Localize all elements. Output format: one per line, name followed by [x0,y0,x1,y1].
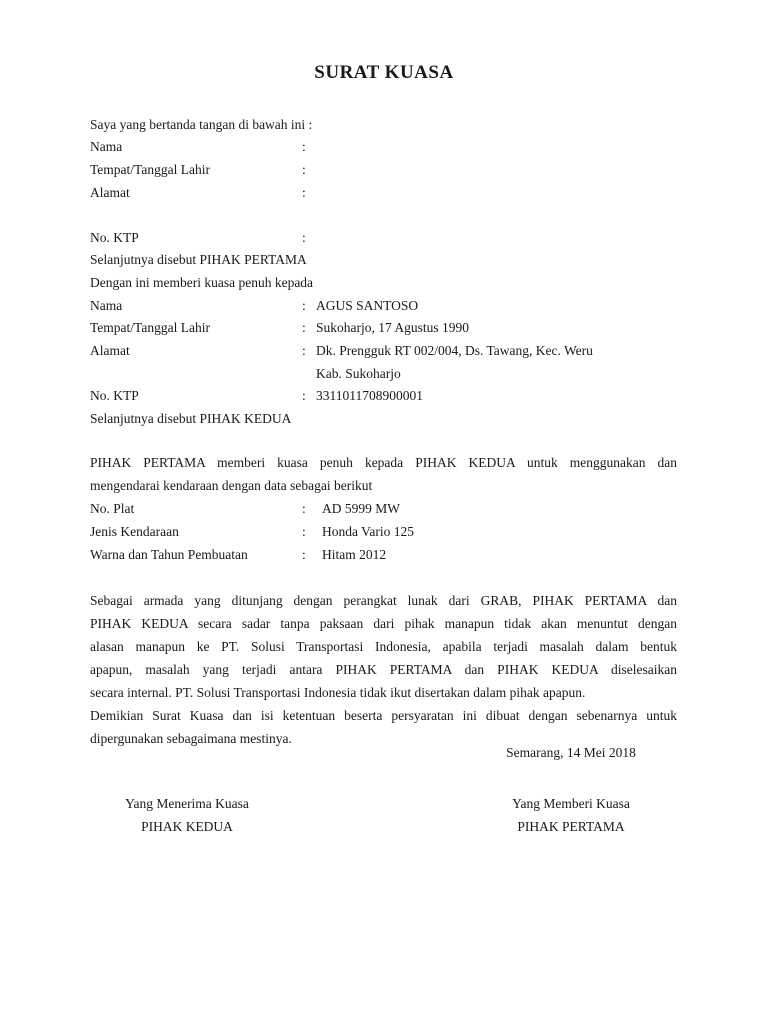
field-label: Tempat/Tanggal Lahir [90,162,210,177]
vehicle-paragraph [90,451,677,497]
left-signer-role: Yang Menerima Kuasa [125,796,249,811]
field-value: Honda Vario 125 [322,524,414,539]
field-label: Nama [90,298,123,313]
field-colon: : [302,162,306,177]
left-signer-party: PIHAK KEDUA [141,819,233,834]
pihak-kedua-closing: Selanjutnya disebut PIHAK KEDUA [90,411,292,426]
field-label: No. KTP [90,388,139,403]
paragraph-line: alasan manapun ke PT. Solusi Transportasi Indonesia, apabila terjadi masalah dalam bentuk [90,639,677,654]
pihak-kedua-nama-row [90,297,680,315]
paragraph-line: dipergunakan sebagaimana mestinya. [90,731,292,746]
pihak-kedua-ttl-row [90,319,680,337]
field-label: Jenis Kendaraan [90,524,179,539]
terms-paragraph [90,589,677,750]
vehicle-jenis-row [90,523,680,541]
field-colon: : [302,388,306,403]
field-colon: : [302,230,306,245]
paragraph-line: secara internal. PT. Solusi Transportasi Indonesia tidak ikut disertakan dalam pihak apapun. [90,685,586,700]
pihak-pertama-alamat-row [90,184,680,202]
field-value: 3311011708900001 [316,388,423,403]
page-title: SURAT KUASA [314,62,454,83]
paragraph-line: Demikian Surat Kuasa dan isi ketentuan beserta persyaratan ini dibuat dengan sebenarnya untuk [90,708,677,723]
field-colon: : [302,343,306,358]
paragraph-line: mengendarai kendaraan dengan data sebagai berikut [90,478,373,493]
field-label: Alamat [90,185,130,200]
field-value: Kab. Sukoharjo [316,366,401,381]
field-colon: : [302,298,306,313]
transition-text: Dengan ini memberi kuasa penuh kepada [90,275,314,290]
field-label: No. KTP [90,230,139,245]
paragraph-line: PIHAK PERTAMA memberi kuasa penuh kepada PIHAK KEDUA untuk menggunakan dan [90,455,677,470]
field-value: AD 5999 MW [322,501,400,516]
pihak-pertama-nama-row [90,138,680,156]
pihak-kedua-alamat-row-2 [90,365,680,383]
pihak-pertama-ttl-row [90,161,680,179]
paragraph-line: apapun, masalah yang terjadi antara PIHAK PERTAMA dan PIHAK KEDUA diselesaikan [90,662,677,677]
vehicle-plat-row [90,500,680,518]
field-colon: : [302,320,306,335]
field-label: Alamat [90,343,130,358]
pihak-kedua-ktp-row [90,387,680,405]
intro-text: Saya yang bertanda tangan di bawah ini : [90,117,313,132]
right-signer-role: Yang Memberi Kuasa [512,796,630,811]
field-colon: : [302,547,306,562]
field-label: Nama [90,139,123,154]
right-signer-party: PIHAK PERTAMA [517,819,625,834]
field-value: AGUS SANTOSO [316,298,419,313]
pihak-kedua-alamat-row [90,342,680,360]
pihak-pertama-ktp-row [90,229,680,247]
pihak-pertama-closing: Selanjutnya disebut PIHAK PERTAMA [90,252,307,267]
field-colon: : [302,139,306,154]
field-colon: : [302,185,306,200]
field-label: Tempat/Tanggal Lahir [90,320,210,335]
field-value: Hitam 2012 [322,547,387,562]
field-colon: : [302,501,306,516]
vehicle-warna-row [90,546,680,564]
place-date: Semarang, 14 Mei 2018 [506,745,636,760]
field-colon: : [302,524,306,539]
field-value: Sukoharjo, 17 Agustus 1990 [316,320,470,335]
field-label: No. Plat [90,501,135,516]
paragraph-line: PIHAK KEDUA secara sadar tanpa paksaan dari pihak manapun tidak akan menuntut dengan [90,616,677,631]
paragraph-line: Sebagai armada yang ditunjang dengan perangkat lunak dari GRAB, PIHAK PERTAMA dan [90,593,677,608]
field-label: Warna dan Tahun Pembuatan [90,547,248,562]
field-value: Dk. Prengguk RT 002/004, Ds. Tawang, Kec. Weru [316,343,593,358]
